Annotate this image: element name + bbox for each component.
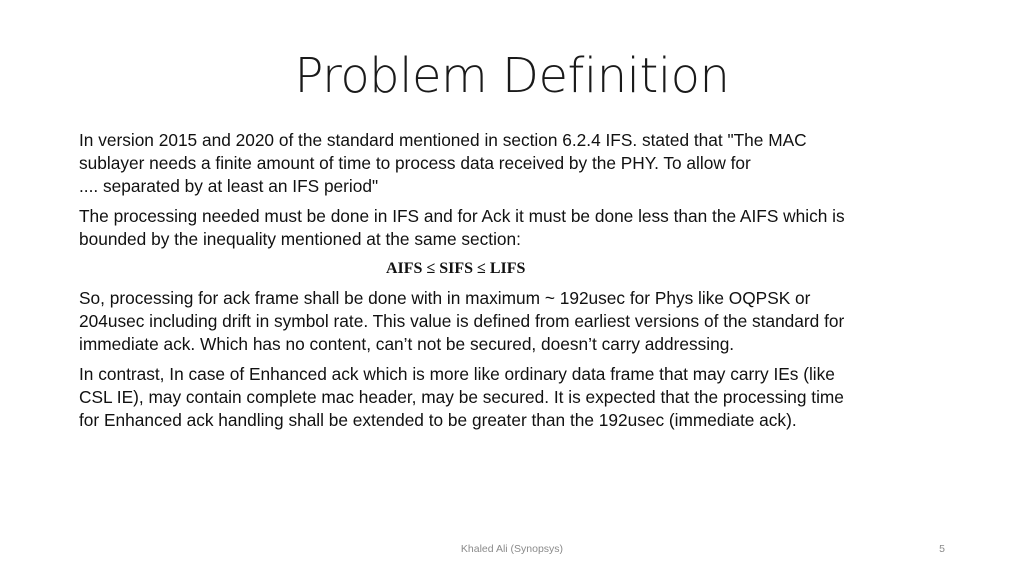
paragraph-standard-ifs <box>79 129 959 198</box>
paragraph-line: bounded by the inequality mentioned at the same section: <box>79 229 521 249</box>
paragraph-line: .... separated by at least an IFS period" <box>79 176 379 196</box>
paragraph-line: for Enhanced ack handling shall be extended to be greater than the 192usec (immediate ack). <box>79 410 797 430</box>
ifs-inequality-formula: AIFS ≤ SIFS ≤ LIFS <box>386 260 526 277</box>
paragraph-line: In version 2015 and 2020 of the standard mentioned in section 6.2.4 IFS. stated that "The MAC <box>79 130 807 150</box>
page-number: 5 <box>939 543 945 555</box>
paragraph-line: In contrast, In case of Enhanced ack which is more like ordinary data frame that may carry IEs (like <box>79 364 835 384</box>
paragraph-processing-needed <box>79 205 959 251</box>
slide-title: Problem Definition <box>294 48 730 104</box>
paragraph-line: The processing needed must be done in IFS and for Ack it must be done less than the AIFS which is <box>79 206 845 226</box>
paragraph-line: 204usec including drift in symbol rate. This value is defined from earliest versions of the standard for <box>79 311 845 331</box>
paragraph-enhanced-ack <box>79 363 959 432</box>
paragraph-line: sublayer needs a finite amount of time to process data received by the PHY. To allow for <box>79 153 751 173</box>
paragraph-immediate-ack <box>79 287 959 356</box>
footer-author: Khaled Ali (Synopsys) <box>460 543 564 555</box>
paragraph-line: CSL IE), may contain complete mac header, may be secured. It is expected that the processing time <box>79 387 844 407</box>
slide-body <box>79 129 959 439</box>
paragraph-line: So, processing for ack frame shall be done with in maximum ~ 192usec for Phys like OQPSK or <box>79 288 811 308</box>
paragraph-line: immediate ack. Which has no content, can’t not be secured, doesn’t carry addressing. <box>79 334 735 354</box>
